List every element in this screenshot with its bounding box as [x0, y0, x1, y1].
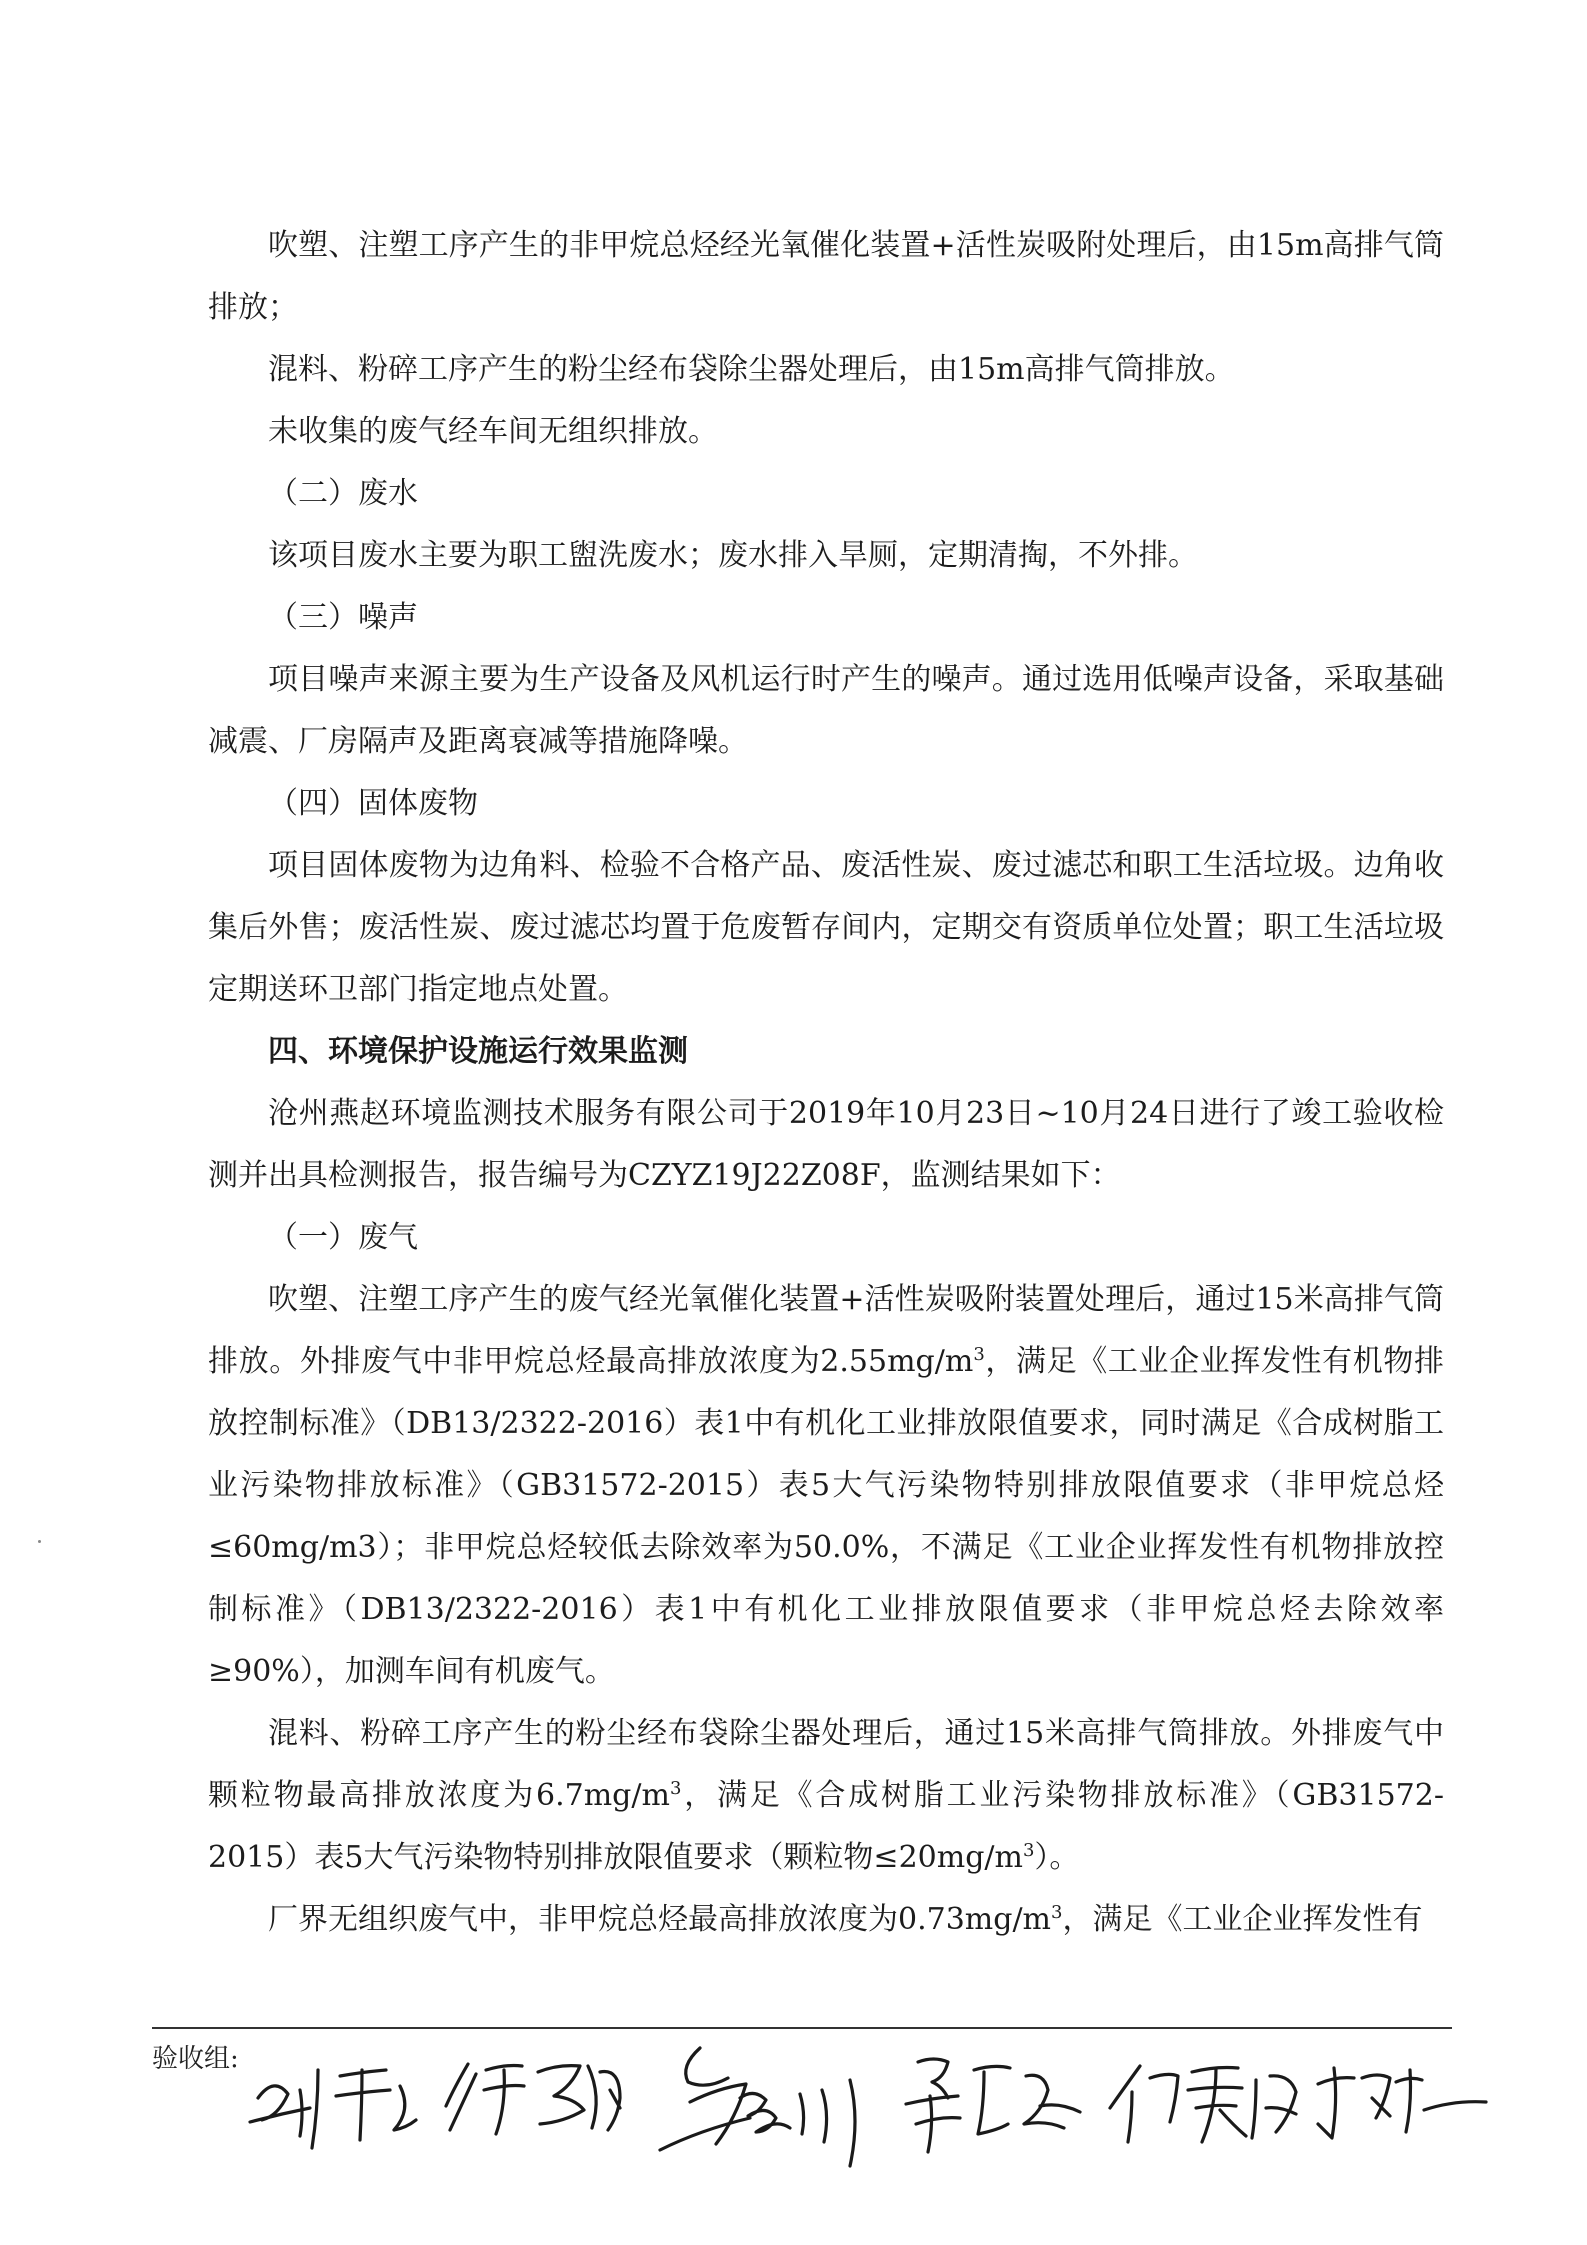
paragraph-noise: 项目噪声来源主要为生产设备及风机运行时产生的噪声。通过选用低噪声设备，采取基础减震、厂房隔声及距离衰减等措施降噪。	[208, 662, 1444, 759]
paragraph-3: 未收集的废气经车间无组织排放。	[268, 414, 718, 449]
acceptance-group-label: 验收组:	[152, 2044, 239, 2074]
subheading-solid-waste: （四）固体废物	[268, 786, 478, 821]
signature-6	[1318, 2068, 1486, 2138]
scan-speck	[38, 1540, 41, 1543]
subheading-wastewater: （二）废水	[268, 476, 418, 511]
footer-divider	[152, 2027, 1452, 2029]
signature-4	[906, 2059, 1080, 2152]
paragraph-solid-waste: 项目固体废物为边角料、检验不合格产品、废活性炭、废过滤芯和职工生活垃圾。边角收集后外售；废活性炭、废过滤芯均置于危废暂存间内，定期交有资质单位处置；职工生活垃圾定期送环卫部门指定地点处置。	[208, 848, 1444, 1007]
paragraph-monitoring-intro: 沧州燕赵环境监测技术服务有限公司于2019年10月23日~10月24日进行了竣工验收检测并出具检测报告，报告编号为CZYZ19J22Z08F，监测结果如下：	[208, 1096, 1444, 1193]
subheading-noise: （三）噪声	[268, 600, 418, 635]
signature-5	[1110, 2066, 1296, 2142]
paragraph-fugitive-gas: 厂界无组织废气中，非甲烷总烃最高排放浓度为$0.73mg/m^3$，满足《工业企业挥发性有	[268, 1902, 1423, 1937]
paragraph-2: 混料、粉碎工序产生的粉尘经布袋除尘器处理后，由15m高排气筒排放。	[268, 352, 1235, 387]
signature-1	[250, 2070, 416, 2148]
paragraph-1: 吹塑、注塑工序产生的非甲烷总烃经光氧催化装置+活性炭吸附处理后，由15m高排气筒排放；	[208, 228, 1444, 325]
signature-2	[446, 2064, 620, 2134]
document-body	[208, 215, 1444, 1951]
subheading-waste-gas: （一）废气	[268, 1220, 418, 1255]
paragraph-wastewater: 该项目废水主要为职工盥洗废水；废水排入旱厕，定期清掏，不外排。	[268, 538, 1198, 573]
signature-3	[660, 2048, 855, 2166]
paragraph-waste-gas-dust: 混料、粉碎工序产生的粉尘经布袋除尘器处理后，通过15米高排气筒排放。外排废气中颗粒物最高排放浓度为$6.7mg/m^3$，满足《合成树脂工业污染物排放标准》（GB31572-2015）表5大气污染物特别排放限值要求（颗粒物$\le 20mg/m^3$）。	[208, 1716, 1444, 1875]
paragraph-waste-gas-organic: 吹塑、注塑工序产生的废气经光氧催化装置+活性炭吸附装置处理后，通过15米高排气筒排放。外排废气中非甲烷总烃最高排放浓度为$2.55mg/m^3$，满足《工业企业挥发性有机物排放控制标准》（DB13/2322-2016）表1中有机化工业排放限值要求，同时满足《合成树脂工业污染物排放标准》（GB31572-2015）表5大气污染物特别排放限值要求（非甲烷总烃≤60mg/m3）；非甲烷总烃较低去除效率为50.0%，不满足《工业企业挥发性有机物排放控制标准》（DB13/2322-2016）表1中有机化工业排放限值要求（非甲烷总烃去除效率≥90%），加测车间有机废气。	[208, 1282, 1444, 1689]
section-heading-monitoring: 四、环境保护设施运行效果监测	[268, 1034, 688, 1069]
